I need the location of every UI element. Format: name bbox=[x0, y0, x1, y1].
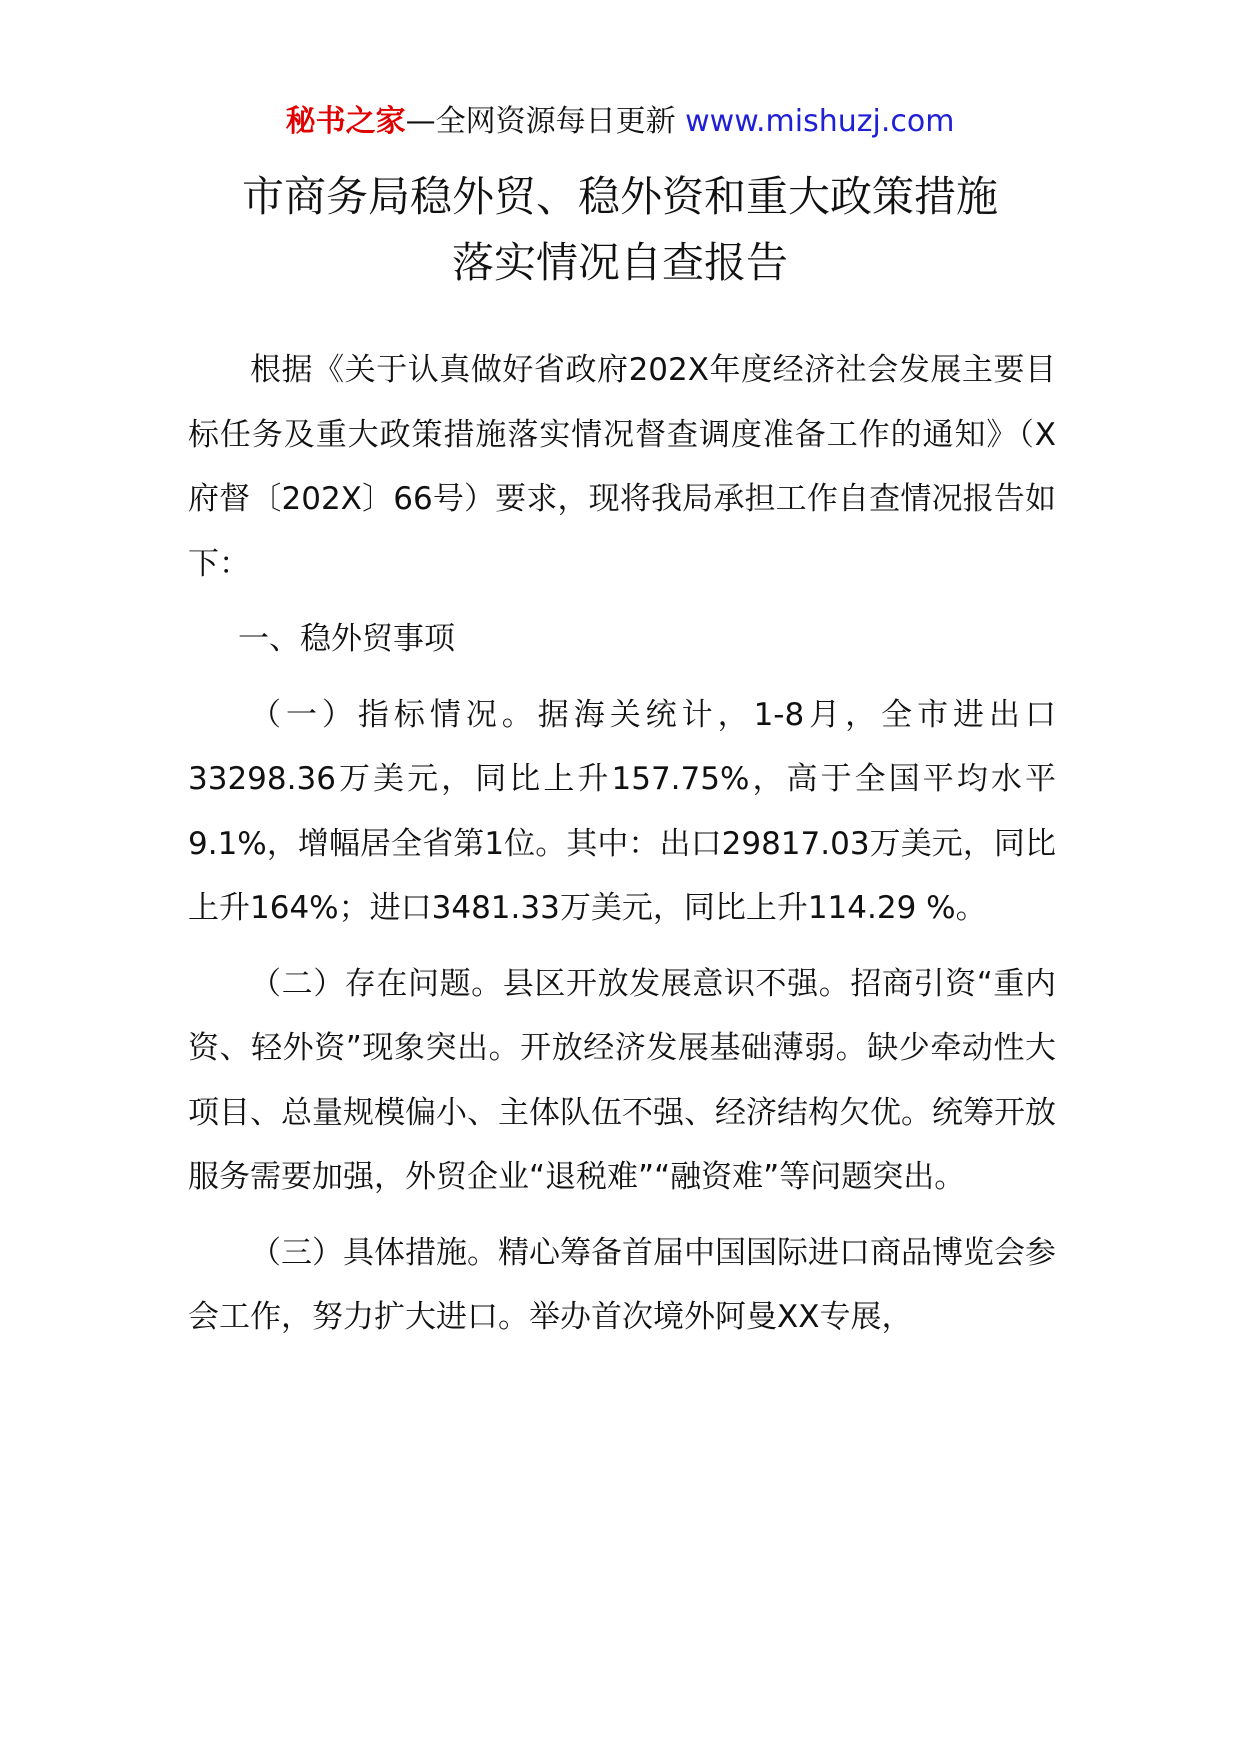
title-line-1: 市商务局稳外贸、稳外资和重大政策措施 bbox=[241, 172, 998, 221]
site-url-link[interactable]: www.mishuzj.com bbox=[685, 104, 955, 139]
title-line-2: 落实情况自查报告 bbox=[451, 238, 788, 287]
intro-paragraph: 根据《关于认真做好省政府202X年度经济社会发展主要目标任务及重大政策措施落实情况督查调度准备工作的通知》（X府督〔202X〕66号）要求，现将我局承担工作自查情况报告如下： bbox=[188, 352, 1056, 582]
document-title bbox=[0, 164, 1240, 296]
site-header bbox=[0, 100, 1240, 144]
document-body bbox=[188, 338, 1056, 1361]
indicator-paragraph: （一）指标情况。据海关统计，1-8月，全市进出口33298.36万美元，同比上升157.75%，高于全国平均水平9.1%，增幅居全省第1位。其中：出口29817.03万美元，同比上升164%；进口3481.33万美元，同比上升114.29 %。 bbox=[188, 696, 1056, 926]
measures-paragraph: （三）具体措施。精心筹备首届中国国际进口商品博览会参会工作，努力扩大进口。举办首次境外阿曼XX专展， bbox=[188, 1234, 1056, 1335]
section-heading: 一、稳外贸事项 bbox=[238, 621, 455, 657]
problems-paragraph: （二）存在问题。县区开放发展意识不强。招商引资“重内资、轻外资”现象突出。开放经济发展基础薄弱。缺少牵动性大项目、总量规模偏小、主体队伍不强、经济结构欠优。统筹开放服务需要加强，外贸企业“退税难”“融资难”等问题突出。 bbox=[188, 965, 1056, 1195]
header-tagline: —全网资源每日更新 bbox=[405, 104, 676, 139]
brand-name: 秘书之家 bbox=[285, 104, 406, 139]
